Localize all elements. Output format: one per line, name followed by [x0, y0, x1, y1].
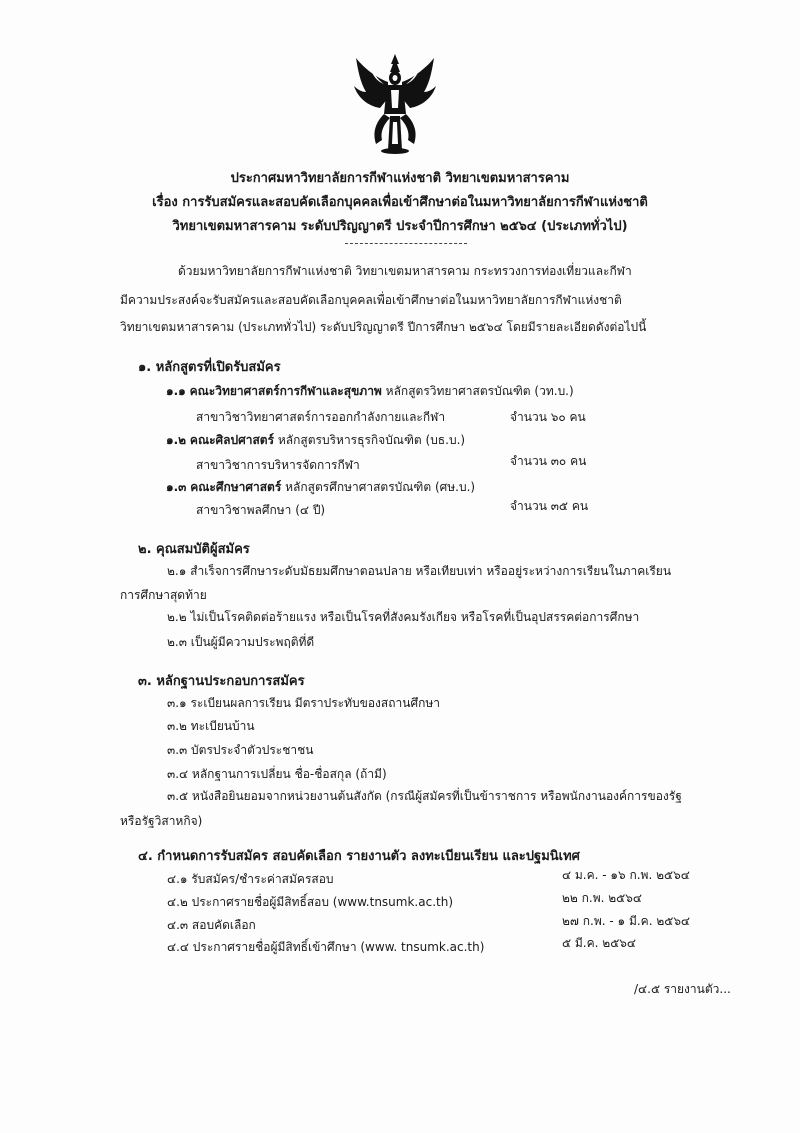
program-1-count: จำนวน ๖๐ คน — [510, 410, 586, 424]
document-3: ๓.๓ บัตรประจำตัวประชาชน — [167, 743, 314, 757]
schedule-item-2: ๔.๒ ประกาศรายชื่อผู้มีสิทธิ์สอบ (www.tnsumk.ac.th) — [167, 895, 453, 909]
program-3-major: สาขาวิชาพลศึกษา (๔ ปี) — [196, 503, 326, 517]
schedule-date-2: ๒๒ ก.พ. ๒๕๖๔ — [562, 891, 642, 905]
schedule-date-4: ๕ มี.ค. ๒๕๖๔ — [562, 936, 636, 950]
program-2-major: สาขาวิชาการบริหารจัดการกีฬา — [196, 458, 360, 472]
schedule-item-1: ๔.๑ รับสมัคร/ชำระค่าสมัครสอบ — [167, 872, 334, 886]
document-5: ๓.๕ หนังสือยินยอมจากหน่วยงานต้นสังกัด (กรณีผู้สมัครที่เป็นข้าราชการ หรือพนักงานองค์การของรัฐ — [167, 789, 682, 803]
faculty-name: คณะวิทยาศาสตร์การกีฬาและสุขภาพ — [189, 384, 382, 398]
program-1-major: สาขาวิชาวิทยาศาสตร์การออกกำลังกายและกีฬา — [196, 410, 446, 424]
schedule-item-3: ๔.๓ สอบคัดเลือก — [167, 918, 256, 932]
document-5-cont: หรือรัฐวิสาหกิจ) — [120, 814, 203, 828]
document-4: ๓.๔ หลักฐานการเปลี่ยน ชื่อ-ชื่อสกุล (ถ้ามี) — [167, 767, 387, 781]
section-3-title: ๓. หลักฐานประกอบการสมัคร — [138, 674, 305, 689]
program-2-count: จำนวน ๓๐ คน — [510, 454, 587, 468]
header-separator — [345, 243, 467, 244]
schedule-date-1: ๔ ม.ค. - ๑๖ ก.พ. ๒๕๖๔ — [562, 868, 690, 882]
section-2-title: ๒. คุณสมบัติผู้สมัคร — [138, 542, 250, 557]
intro-line-3: วิทยาเขตมหาสารคาม (ประเภททั่วไป) ระดับปริญญาตรี ปีการศึกษา ๒๕๖๔ โดยมีรายละเอียดดังต่อไปนี้ — [120, 320, 647, 334]
qualification-3: ๒.๓ เป็นผู้มีความประพฤติที่ดี — [167, 635, 315, 649]
intro-line-2: มีความประสงค์จะรับสมัครและสอบคัดเลือกบุคคลเพื่อเข้าศึกษาต่อในมหาวิทยาลัยการกีฬาแห่งชาติ — [120, 293, 622, 307]
schedule-date-3: ๒๗ ก.พ. - ๑ มี.ค. ๒๕๖๔ — [562, 914, 691, 928]
garuda-emblem-icon — [350, 52, 440, 154]
qualification-1: ๒.๑ สำเร็จการศึกษาระดับมัธยมศึกษาตอนปลาย หรือเทียบเท่า หรืออยู่ระหว่างการเรียนในภาคเรียน — [167, 564, 672, 578]
qualification-2: ๒.๒ ไม่เป็นโรคติดต่อร้ายแรง หรือเป็นโรคที่สังคมรังเกียจ หรือโรคที่เป็นอุปสรรคต่อการศึกษา — [167, 610, 640, 624]
schedule-item-4: ๔.๔ ประกาศรายชื่อผู้มีสิทธิ์เข้าศึกษา (www. tnsumk.ac.th) — [167, 940, 485, 954]
program-3-heading: ๑.๓ คณะศึกษาศาสตร์ หลักสูตรศึกษาศาสตรบัณฑิต (ศษ.บ.) — [166, 480, 476, 494]
section-4-title: ๔. กำหนดการรับสมัคร สอบคัดเลือก รายงานตัว ลงทะเบียนเรียน และปฐมนิเทศ — [138, 849, 580, 864]
document-1: ๓.๑ ระเบียนผลการเรียน มีตราประทับของสถานศึกษา — [167, 696, 440, 710]
announcement-subject-cont: วิทยาเขตมหาสารคาม ระดับปริญญาตรี ประจำปีการศึกษา ๒๕๖๔ (ประเภททั่วไป) — [172, 219, 628, 234]
faculty-name: คณะศึกษาศาสตร์ — [190, 480, 282, 494]
program-3-count: จำนวน ๓๕ คน — [510, 499, 589, 513]
qualification-1-cont: การศึกษาสุดท้าย — [120, 588, 207, 602]
announcement-subject: เรื่อง การรับสมัครและสอบคัดเลือกบุคคลเพื่อเข้าศึกษาต่อในมหาวิทยาลัยการกีฬาแห่งชาติ — [152, 195, 648, 210]
program-2-heading: ๑.๒ คณะศิลปศาสตร์ หลักสูตรบริหารธุรกิจบัณฑิต (บธ.บ.) — [166, 433, 466, 447]
program-name: หลักสูตรศึกษาศาสตรบัณฑิต (ศษ.บ.) — [285, 480, 476, 494]
continuation-note: /๔.๕ รายงานตัว... — [634, 982, 731, 996]
program-1-heading: ๑.๑ คณะวิทยาศาสตร์การกีฬาและสุขภาพ หลักสูตรวิทยาศาสตรบัณฑิต (วท.บ.) — [166, 384, 574, 398]
program-name: หลักสูตรบริหารธุรกิจบัณฑิต (บธ.บ.) — [277, 433, 466, 447]
faculty-name: คณะศิลปศาสตร์ — [189, 433, 275, 447]
section-1-title: ๑. หลักสูตรที่เปิดรับสมัคร — [138, 360, 281, 375]
announcement-title: ประกาศมหาวิทยาลัยการกีฬาแห่งชาติ วิทยาเขตมหาสารคาม — [230, 171, 570, 186]
document-2: ๓.๒ ทะเบียนบ้าน — [167, 719, 255, 733]
program-name: หลักสูตรวิทยาศาสตรบัณฑิต (วท.บ.) — [385, 384, 574, 398]
intro-line-1: ด้วยมหาวิทยาลัยการกีฬาแห่งชาติ วิทยาเขตมหาสารคาม กระทรวงการท่องเที่ยวและกีฬา — [178, 264, 632, 278]
